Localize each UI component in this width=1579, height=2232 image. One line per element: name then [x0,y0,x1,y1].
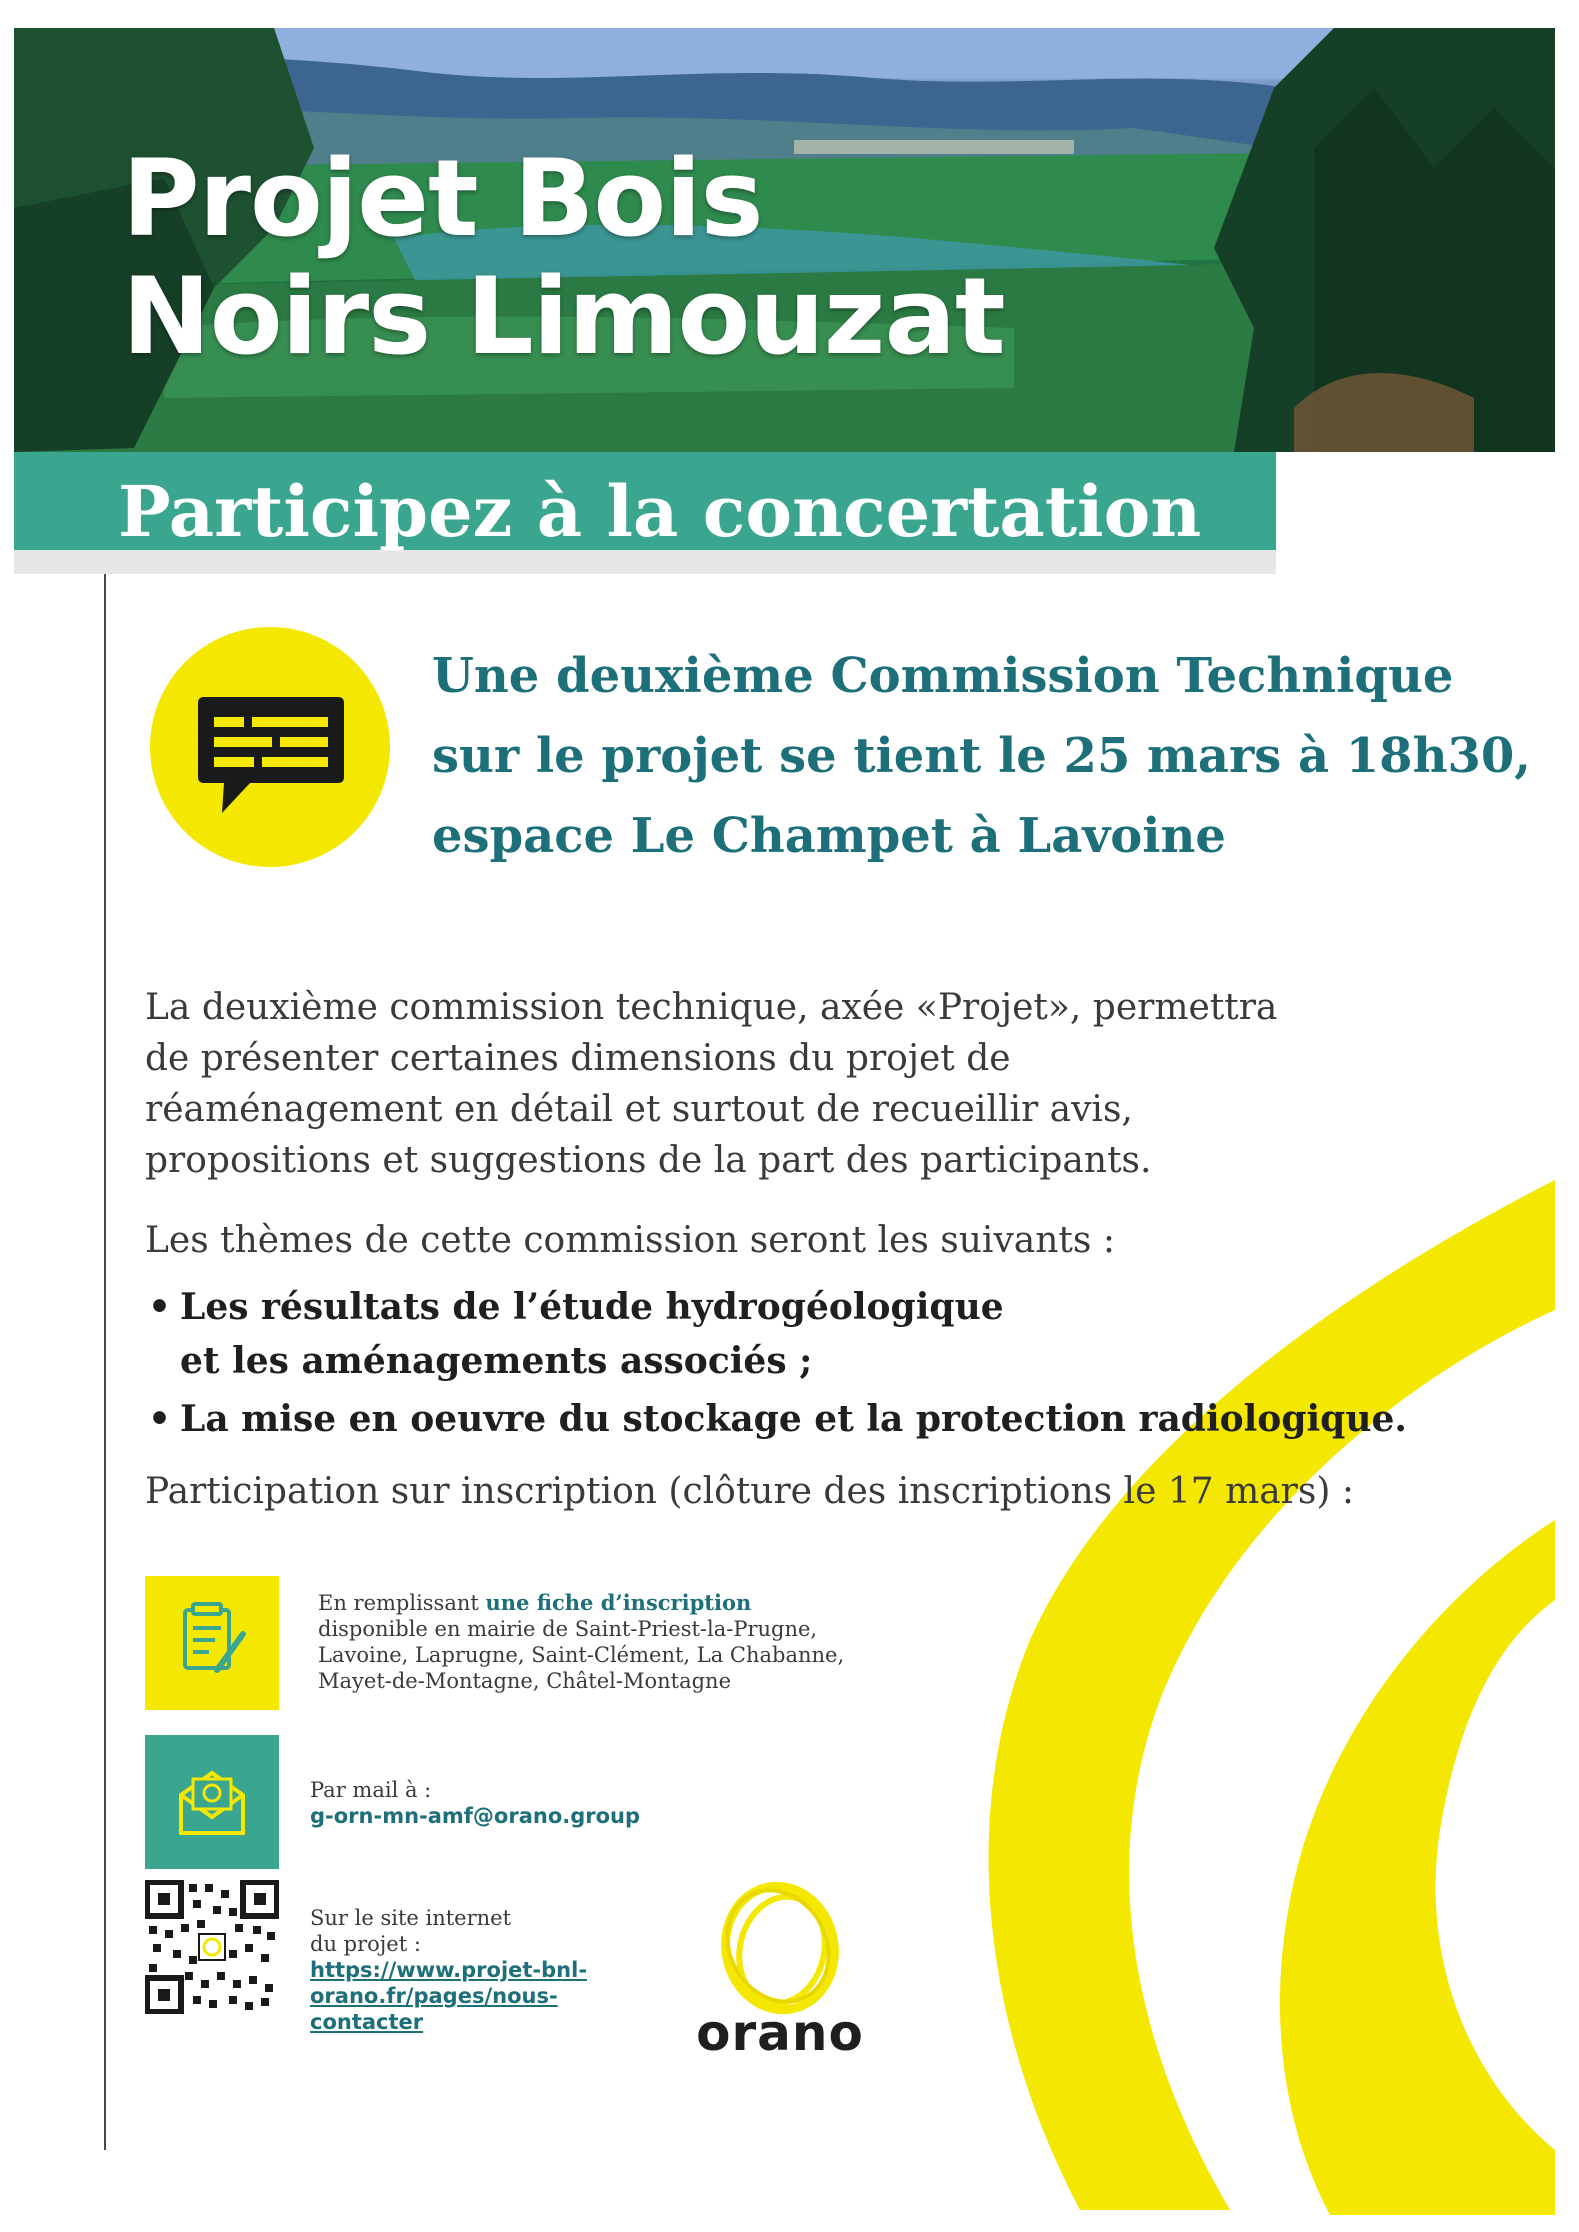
registration-form-tile [145,1576,279,1710]
registration-form-text [318,1590,958,1694]
orano-wordmark: orano [696,2004,864,2062]
email-label: Par mail à : [310,1778,432,1802]
event-line3: espace Le Champet à Lavoine [432,808,1226,864]
email-address-link[interactable]: g-orn-mn-amf@orano.group [310,1804,641,1828]
participation-note: Participation sur inscription (clôture des inscriptions le 17 mars) : [145,1471,1354,1512]
project-title-line1: Projet Bois [122,137,763,260]
form-prefix: En remplissant [318,1591,486,1615]
speech-bubble-icon [150,627,390,867]
event-announcement [432,636,1532,876]
theme-item [148,1280,1448,1388]
email-text [310,1777,810,1829]
intro-line: réaménagement en détail et surtout de recueillir avis, [145,1089,1133,1130]
theme-line: et les aménagements associés ; [180,1340,813,1382]
form-line: disponible en mairie de Saint-Priest-la-Prugne, [318,1617,818,1641]
event-icon-circle [150,627,390,867]
bullet-dot: • [148,1398,172,1440]
bullet-dot: • [148,1286,172,1328]
theme-line: La mise en oeuvre du stockage et la protection radiologique. [180,1398,1407,1440]
theme-line: Les résultats de l’étude hydrogéologique [180,1286,1004,1328]
intro-line: La deuxième commission technique, axée «Projet», permettra [145,987,1278,1028]
form-line: Lavoine, Laprugne, Saint-Clément, La Chabanne, [318,1643,845,1667]
website-line: du projet : [310,1932,421,1956]
themes-list [148,1280,1448,1450]
intro-line: de présenter certaines dimensions du projet de [145,1038,1011,1079]
theme-item [148,1392,1448,1446]
qr-code-tile [145,1880,279,2014]
concertation-heading: Participez à la concertation [118,470,1202,553]
form-highlight: une fiche d’inscription [485,1590,752,1615]
themes-intro: Les thèmes de cette commission seront les suivants : [145,1220,1115,1261]
event-line1: Une deuxième Commission Technique [432,648,1454,704]
website-line: Sur le site internet [310,1906,512,1930]
qr-code-icon[interactable] [145,1880,279,2014]
intro-paragraph [145,982,1365,1186]
website-link-line2[interactable]: orano.fr/pages/nous-contacter [310,1984,558,2034]
website-link[interactable] [310,1958,587,2034]
event-line2: sur le projet se tient le 25 mars à 18h30, [432,728,1531,784]
website-link-line1[interactable]: https://www.projet-bnl- [310,1958,588,1982]
intro-line: propositions et suggestions de la part des participants. [145,1140,1152,1181]
email-tile [145,1735,279,1869]
form-line: Mayet-de-Montagne, Châtel-Montagne [318,1669,732,1693]
form-pen-icon [145,1576,279,1710]
website-text [310,1905,630,2035]
envelope-at-icon [145,1735,279,1869]
project-title-line2: Noirs Limouzat [122,255,1005,378]
